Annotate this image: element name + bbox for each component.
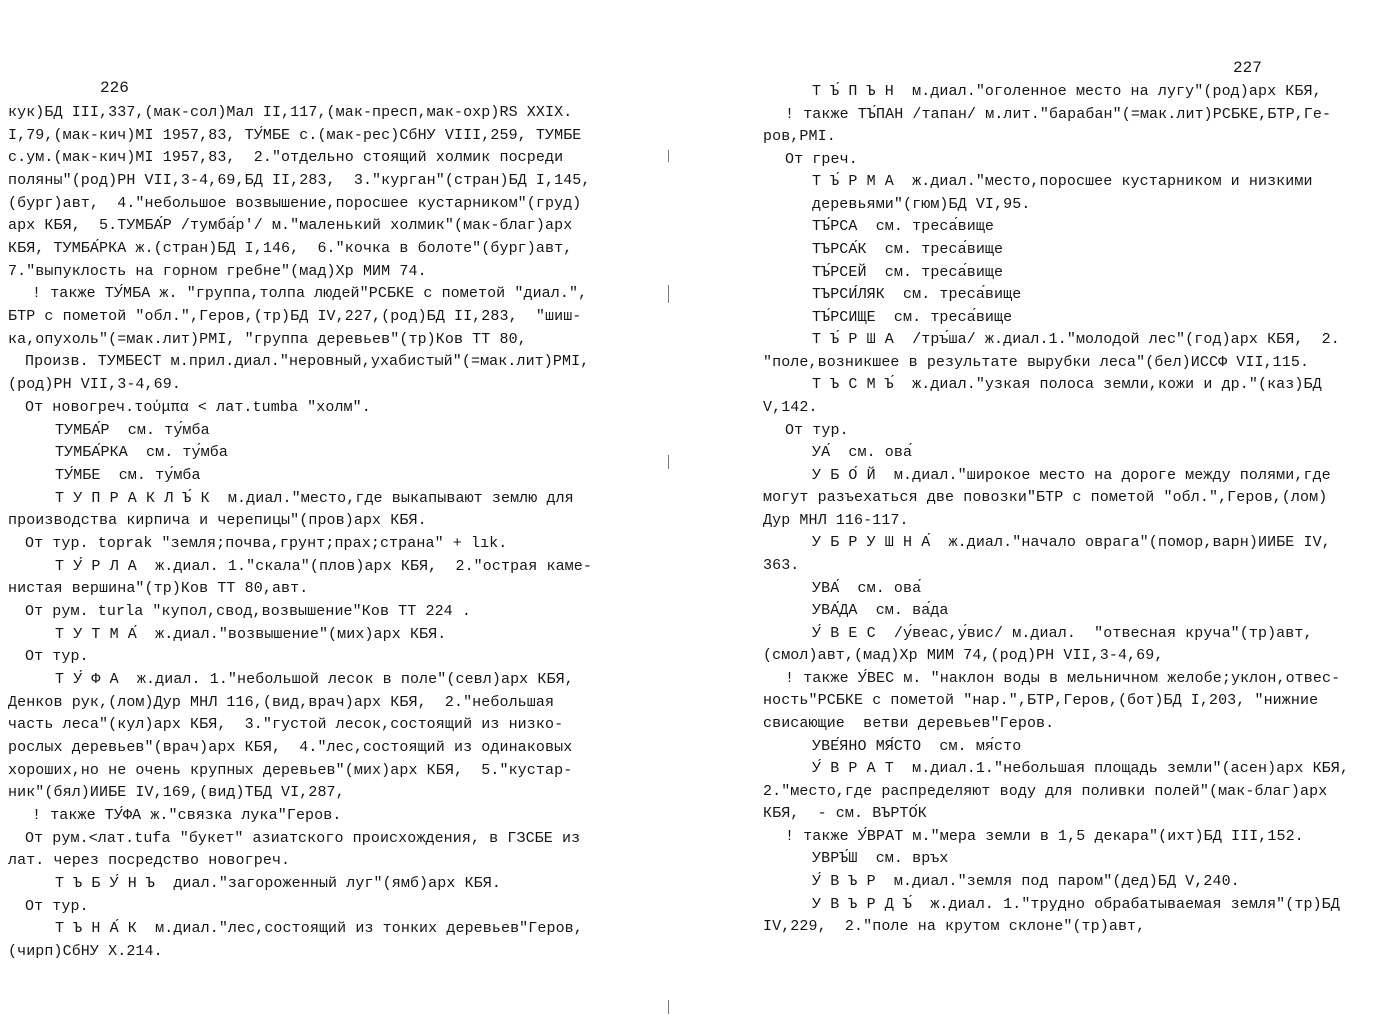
text-line: От тур. toprak "земля;почва,грунт;прах;страна" + lık. <box>25 534 508 552</box>
text-line: кук)БД III,337,(мак-сол)Мал II,117,(мак-пресп,мак-охр)RS XXIX. <box>8 104 573 121</box>
text-line: IV,229, 2."поле на крутом склоне"(тр)авт, <box>763 918 1146 936</box>
text-line: У Б О́ Й м.диал."широкое место на дороге между полями,где <box>812 466 1331 484</box>
page-fold-mark <box>668 455 669 469</box>
text-line: с.ум.(мак-кич)MI 1957,83, 2."отдельно стоящий холмик посреди <box>8 149 564 167</box>
text-line: ТУМБА́Р см. ту́мба <box>55 421 210 439</box>
text-line: ТЪРСА́К см. треса́вище <box>812 240 1004 258</box>
text-line: Т Ъ С М Ъ́ ж.диал."узкая полоса земли,кожи и др."(каз)БД <box>812 376 1322 394</box>
text-line: У́ В Е С /у́веас,у́вис/ м.диал. "отвесная круча"(тр)авт, <box>812 624 1313 642</box>
text-line: деревьями"(гюм)БД VI,95. <box>812 195 1031 213</box>
text-line: Т Ъ́ Р М А ж.диал."место,поросшее кустарником и низкими <box>812 173 1313 191</box>
text-line: Т У Т М А́ ж.диал."возвышение"(мих)арх КБЯ. <box>55 625 447 643</box>
text-line: Т У́ Р Л А ж.диал. 1."скала"(плов)арх КБЯ, 2."острая каме- <box>55 557 592 575</box>
text-line: ТУМБА́РКА см. ту́мба <box>55 444 228 462</box>
text-line: (бург)авт, 4."небольшое возвышение,поросшее кустарником"(груд) <box>8 194 582 212</box>
text-line: От тур. <box>25 648 89 666</box>
text-line: От рум.<лат.tufa "букет" азиатского происхождения, в ГЗСБЕ из <box>25 829 581 847</box>
text-line: 7."выпуклость на горном гребне"(мад)Хр МИМ 74. <box>8 262 427 280</box>
page-fold-mark <box>668 285 669 303</box>
text-line: ! также У́ВРАТ м."мера земли в 1,5 декара"(ихт)БД III,152. <box>785 827 1304 845</box>
text-line: ТЪ́РСЕЙ см. треса́вище <box>812 263 1004 281</box>
text-line: У́ В Р А Т м.диал.1."небольшая площадь земли"(асен)арх КБЯ, <box>812 760 1349 778</box>
text-line: У Б Р У Ш Н А́ ж.диал."начало оврага"(помор,варн)ИИБЕ IV, <box>812 534 1331 552</box>
text-line: Произв. ТУМБЕСТ м.прил.диал."неровный,ухабистый"(=мак.лит)РМI, <box>25 353 590 371</box>
text-line: ТУ́МБЕ см. ту́мба <box>55 466 201 484</box>
text-line: 363. <box>763 556 800 574</box>
text-line: (смол)авт,(мад)Хр МИМ 74,(род)РН VII,3-4,69, <box>763 647 1164 665</box>
text-line: Денков рук,(лом)Дур МНЛ 116,(вид,врач)арх КБЯ, 2."небольшая <box>8 693 555 711</box>
right-page <box>700 0 1400 1028</box>
text-line: От рум. turla "купол,свод,возвышение"Ков ТТ 224 . <box>25 602 471 620</box>
text-line: УВА́ДА см. ва́да <box>812 602 949 620</box>
text-line: I,79,(мак-кич)MI 1957,83, ТУ́МБЕ с.(мак-рес)СбНУ VIII,259, ТУМБЕ <box>8 126 582 144</box>
page-fold-mark <box>668 150 669 162</box>
text-line: часть леса"(кул)арх КБЯ, 3."густой лесок,состоящий из низко- <box>8 716 564 734</box>
text-line: ТЪРСИ́ЛЯК см. треса́вище <box>812 286 1022 304</box>
page-fold-mark <box>668 1000 669 1014</box>
text-line: поляны"(род)РН VII,3-4,69,БД II,283, 3."курган"(стран)БД I,145, <box>8 172 591 190</box>
text-line: ка,опухоль"(=мак.лит)РМI, "группа деревьев"(тр)Ков ТТ 80, <box>8 330 527 348</box>
text-line: "поле,возникшее в результате вырубки леса"(бел)ИССФ VII,115. <box>763 353 1310 371</box>
text-line: производства кирпича и черепицы"(пров)арх КБЯ. <box>8 512 427 530</box>
text-line: ! также ТУ́МБА ж. "группа,толпа людей"РСБКЕ с пометой "диал.", <box>32 285 588 303</box>
text-line: V,142. <box>763 398 818 416</box>
text-line: ! также У́ВЕС м. "наклон воды в мельничном желобе;уклон,отвес- <box>785 669 1341 687</box>
text-line: ник"(бял)ИИБЕ IV,169,(вид)ТБД VI,287, <box>8 784 345 802</box>
text-line: УВА́ см. ова́ <box>812 579 922 597</box>
text-line: От греч. <box>785 150 858 168</box>
text-line: КБЯ, - см. ВЪРТО́К <box>763 805 927 823</box>
text-line: ность"РСБКЕ с пометой "нар.",БТР,Геров,(бот)БД I,203, "нижние <box>763 692 1319 710</box>
text-line: рослых деревьев"(врач)арх КБЯ, 4."лес,состоящий из одинаковых <box>8 739 573 757</box>
text-line: (род)РН VII,3-4,69. <box>8 376 181 394</box>
text-line: БТР с пометой "обл.",Геров,(тр)БД IV,227,(род)БД II,283, "шиш- <box>8 308 582 326</box>
text-line: От новогреч.τούμπα < лат.tumba "холм". <box>25 398 371 416</box>
text-line: (чирп)СбНУ X.214. <box>8 943 163 961</box>
text-line: ! также ТЪ́ПАН /тапан/ м.лит."барабан"(=мак.лит)РСБКЕ,БТР,Ге- <box>785 105 1332 123</box>
text-line: 2."место,где распределяют воду для поливки полей"(мак-благ)арх <box>763 782 1328 800</box>
text-line: Дур МНЛ 116-117. <box>763 511 909 529</box>
text-line: УВРЪ́Ш см. връх <box>812 850 949 868</box>
text-line: У В Ъ Р Д Ъ́ ж.диал. 1."трудно обрабатываемая земля"(тр)БД <box>812 895 1340 913</box>
text-line: ! также ТУ́ФА ж."связка лука"Геров. <box>32 807 342 825</box>
text-line: УВЕ́ЯНО МЯ́СТО см. мя́сто <box>812 737 1022 755</box>
text-line: арх КБЯ, 5.ТУМБА́Р /тумба́р'/ м."маленький холмик"(мак-благ)арх <box>8 217 573 235</box>
text-line: У́ В Ъ Р м.диал."земля под паром"(дед)БД V,240. <box>812 872 1240 890</box>
text-line: нистая вершина"(тр)Ков ТТ 80,авт. <box>8 580 309 598</box>
page-number: 227 <box>1233 59 1262 77</box>
text-line: хороших,но не очень крупных деревьев"(мих)арх КБЯ, 5."кустар- <box>8 761 573 779</box>
text-line: ТЪ́РСА см. треса́вище <box>812 218 995 236</box>
text-line: Т Ъ Б У́ Н Ъ диал."загороженный луг"(ямб)арх КБЯ. <box>55 875 501 893</box>
text-line: От тур. <box>25 897 89 915</box>
text-line: Т У́ Ф А ж.диал. 1."небольшой лесок в поле"(севл)арх КБЯ, <box>55 671 574 688</box>
text-line: ров,РМI. <box>763 128 836 146</box>
left-page <box>0 0 640 1028</box>
text-line: Т Ъ́ Р Ш А /тръ́ша/ ж.диал.1."молодой лес"(год)арх КБЯ, 2. <box>812 331 1340 349</box>
text-line: Т Ъ́ П Ъ Н м.диал."оголенное место на лугу"(род)арх КБЯ, <box>812 83 1322 100</box>
text-line: ТЪ́РСИЩЕ см. треса́вище <box>812 308 1013 326</box>
text-line: лат. через посредство новогреч. <box>8 852 291 870</box>
text-line: От тур. <box>785 421 849 439</box>
text-line: свисающие ветви деревьев"Геров. <box>763 714 1055 732</box>
text-line: Т Ъ Н А́ К м.диал."лес,состоящий из тонких деревьев"Геров, <box>55 920 583 938</box>
page-number: 226 <box>100 79 129 97</box>
text-line: УА́ см. ова́ <box>812 444 913 462</box>
text-line: КБЯ, ТУМБА́РКА ж.(стран)БД I,146, 6."кочка в болоте"(бург)авт, <box>8 240 573 258</box>
text-line: могут разъехаться две повозки"БТР с пометой "обл.",Геров,(лом) <box>763 489 1328 507</box>
text-line: Т У П Р А К Л Ъ́ К м.диал."место,где выкапывают землю для <box>55 489 574 507</box>
